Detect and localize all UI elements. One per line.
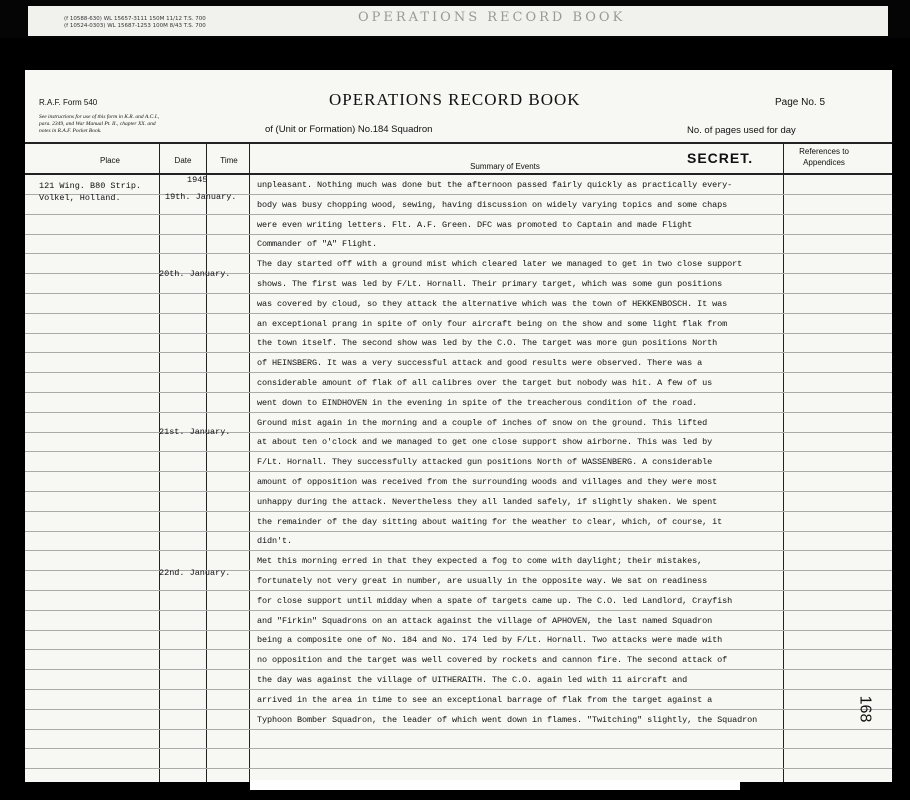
ruled-line — [25, 432, 892, 433]
col-time: Time — [220, 156, 238, 165]
event-line: and "Firkin" Squadrons on an attack against the village of APHOVEN, the last named Squadron — [257, 615, 713, 626]
form-number: R.A.F. Form 540 — [39, 98, 98, 107]
date-entry: 20th. January. — [159, 269, 231, 279]
event-line: at about ten o'clock and we managed to get one close support show airborne. This was led by — [257, 437, 713, 448]
ruled-line — [25, 491, 892, 492]
date-entry: 22nd. January. — [159, 568, 231, 578]
event-line: amount of opposition was received from the surrounding woods and villages and they were most — [257, 477, 718, 487]
ruled-line — [25, 531, 892, 532]
event-line: fortunately not very great in number, are usually in the opposite way. We sat on readiness — [257, 576, 708, 586]
place-entry: 121 Wing. B80 Strip. Volkel, Holland. — [39, 181, 142, 203]
event-line: the town itself. The second show was led by the C.O. The target was more gun positions North — [257, 338, 718, 349]
ruled-line — [25, 451, 892, 452]
ruled-line — [25, 570, 892, 571]
ruled-line — [25, 630, 892, 631]
ruled-line — [25, 768, 892, 769]
previous-page-title: OPERATIONS RECORD BOOK — [358, 10, 626, 25]
col-divider — [206, 142, 207, 782]
ruled-line — [25, 194, 892, 195]
ruled-line — [25, 313, 892, 314]
event-line: shows. The first was led by F/Lt. Hornall. Their primary target, which was some gun positions — [257, 279, 723, 289]
ruled-line — [25, 392, 892, 393]
event-line: The day started off with a ground mist which cleared later we managed to get in two close support — [257, 259, 743, 270]
page-title: OPERATIONS RECORD BOOK — [329, 90, 581, 109]
event-line: an exceptional prang in spite of only four aircraft being on the show and some light flak from — [257, 318, 728, 329]
date-entry: 21st. January. — [159, 427, 231, 437]
col-summary: Summary of Events — [470, 162, 540, 171]
form-instructions: See instructions for use of this form in K.R. and A.C.I., para. 2349, and War Manual Pt. II., chapter XX. and notes in R.A.F. Pocket Book. — [39, 114, 160, 134]
ruled-line — [25, 689, 892, 690]
col-divider — [249, 142, 250, 782]
event-line: were even writing letters. Flt. A.F. Green. DFC was promoted to Captain and made Flight — [257, 219, 693, 230]
event-line: the day was against the village of UITHERAITH. The C.O. again led with 11 aircraft and — [257, 675, 688, 685]
event-line: for close support until midday when a spate of targets came up. The C.O. led Landlord, Crayfish — [257, 595, 733, 606]
page-stamp: 168 — [856, 695, 874, 723]
page-number: Page No. 5 — [775, 97, 826, 108]
ruled-line — [25, 214, 892, 215]
top-strip — [0, 0, 910, 38]
col-references: References to Appendices — [799, 147, 849, 167]
date-entry: 19th. January. — [165, 192, 237, 202]
event-line: F/Lt. Hornall. They successfully attacked gun positions North of WASSENBERG. A considerable — [257, 457, 713, 468]
unit-line: of (Unit or Formation) No.184 Squadron — [265, 124, 433, 135]
event-line: body was busy chopping wood, sewing, having discussion on widely varying topics and some chaps — [257, 199, 728, 210]
ruled-line — [25, 610, 892, 611]
event-line: didn't. — [257, 536, 293, 547]
previous-page-edge — [28, 6, 888, 36]
record-page — [25, 70, 892, 782]
event-line: was covered by cloud, so they attack the alternative which was the town of HEKKENBOSCH. It was — [257, 298, 728, 309]
event-line: no opposition and the target was well covered by rockets and cannon fire. The second attack of — [257, 655, 728, 666]
event-line: arrived in the area in time to see an exceptional barrage of flak from the target against a — [257, 694, 713, 705]
event-line: considerable amount of flak of all calibres over the target but nobody was hit. A few of us — [257, 378, 713, 388]
ruled-line — [25, 372, 892, 373]
header-bottom-rule — [25, 173, 892, 175]
event-line: unpleasant. Nothing much was done but the afternoon passed fairly quickly as practically every- — [257, 180, 733, 190]
event-line: being a composite one of No. 184 and No. 174 led by F/Lt. Hornall. Two attacks were made with — [257, 635, 723, 646]
ruled-line — [25, 649, 892, 650]
event-line: the remainder of the day sitting about waiting for the weather to clear, which, of course, it — [257, 516, 723, 527]
ruled-line — [25, 471, 892, 472]
ruled-line — [25, 253, 892, 254]
ruled-line — [25, 273, 892, 274]
ruled-line — [25, 709, 892, 710]
event-line: Met this morning erred in that they expected a fog to come with daylight; their mistakes, — [257, 556, 703, 567]
ruled-line — [25, 333, 892, 334]
col-divider — [159, 142, 160, 782]
ruled-line — [25, 352, 892, 353]
event-line: went down to EINDHOVEN in the evening in spite of the treacherous condition of the road. — [257, 397, 698, 408]
scan-margin — [250, 780, 740, 790]
ruled-line — [25, 511, 892, 512]
year: 1945 — [187, 175, 208, 185]
event-line: Typhoon Bomber Squadron, the leader of which went down in flames. "Twitching" slightly, the Squadron — [257, 714, 758, 725]
event-line: unhappy during the attack. Nevertheless they all landed safely, if slightly shaken. We spent — [257, 496, 718, 507]
pages-used-label: No. of pages used for day — [687, 125, 796, 136]
event-line: of HEINSBERG. It was a very successful attack and good results were observed. There was a — [257, 358, 703, 369]
ruled-line — [25, 234, 892, 235]
ruled-line — [25, 293, 892, 294]
ruled-line — [25, 729, 892, 730]
printer-code: (f 10588-630) WL 15657-3111 150M 11/12 T.S. 700 (f 10524-0303) WL 15687-1253 100M 8/43 T.S. 700 — [64, 16, 206, 29]
scan-border — [0, 60, 25, 800]
event-line: Ground mist again in the morning and a couple of inches of snow on the ground. This lifted — [257, 417, 708, 428]
ruled-line — [25, 669, 892, 670]
col-divider — [783, 142, 784, 782]
header-top-rule — [25, 142, 892, 144]
ruled-line — [25, 590, 892, 591]
ruled-line — [25, 412, 892, 413]
secret-mark: SECRET. — [687, 150, 754, 166]
col-place: Place — [99, 156, 120, 165]
ruled-line — [25, 748, 892, 749]
ruled-line — [25, 550, 892, 551]
event-line: Commander of "A" Flight. — [257, 239, 378, 250]
col-date: Date — [174, 156, 192, 165]
